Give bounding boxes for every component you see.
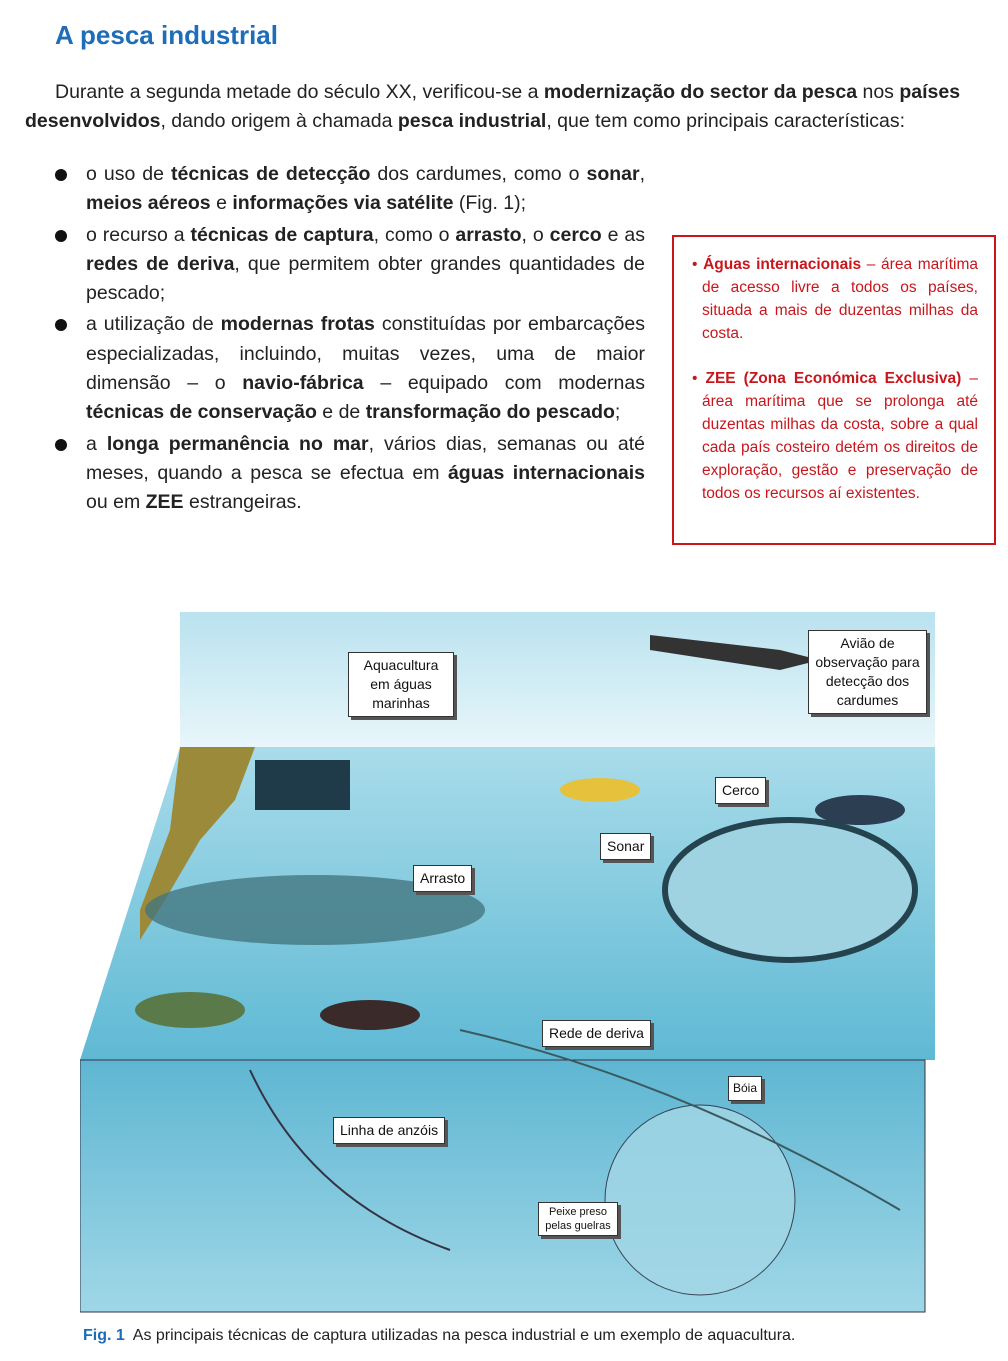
text-run: Durante a segunda metade do século XX, verificou-se a	[55, 81, 544, 103]
text-run: e	[210, 192, 233, 215]
list-item-text	[86, 224, 645, 305]
bold-term: modernização do sector da pesca	[543, 81, 858, 103]
underwater-section	[80, 1060, 925, 1312]
figure-number: Fig. 1	[83, 1327, 125, 1344]
text-run: e as	[601, 223, 645, 246]
list-item	[55, 310, 645, 427]
seine-ship	[815, 795, 905, 825]
text-run: •	[692, 256, 704, 273]
text-run: (Fig. 1);	[453, 192, 527, 215]
bold-term: informações via satélite	[232, 192, 454, 215]
text-run: , como o	[373, 223, 456, 246]
drift-net-detail	[605, 1105, 795, 1295]
label-rede-deriva: Rede de deriva	[542, 1020, 651, 1047]
page-title: A pesca industrial	[55, 20, 278, 50]
text-run: , dando origem à chamada	[160, 110, 398, 132]
characteristics-list	[55, 160, 645, 520]
bold-term: países desenvolvidos	[25, 81, 961, 132]
label-aviao: Avião de observação para detecção dos cardumes	[808, 630, 927, 714]
intro-paragraph	[25, 78, 1005, 136]
purse-seine-net	[665, 820, 915, 960]
text-run: , o	[521, 223, 550, 246]
label-peixe-preso: Peixe preso pelas guelras	[538, 1202, 618, 1236]
text-run: o recurso a	[86, 223, 191, 246]
fishing-illustration	[80, 610, 935, 1315]
factory-ship	[320, 1000, 420, 1030]
bold-term: técnicas de captura	[190, 223, 374, 246]
label-linha-anzois: Linha de anzóis	[333, 1117, 445, 1144]
bold-term: transformação do pescado	[365, 401, 615, 424]
bold-term: águas internacionais	[447, 461, 645, 484]
bold-term: técnicas de detecção	[171, 163, 371, 185]
bold-term: longa permanência no mar	[106, 432, 369, 455]
bold-term: Águas internacionais	[703, 256, 862, 273]
bold-term: pesca industrial	[397, 110, 547, 132]
aquaculture-cage	[255, 760, 350, 810]
text-run: , vários dias, semanas ou até meses, quando a pesca se efectua em	[86, 432, 645, 484]
bold-term: redes de deriva	[86, 252, 235, 275]
caption-text: As principais técnicas de captura utilizadas na pesca industrial e um exemplo de aquacultura.	[132, 1327, 796, 1344]
text-run: •	[692, 370, 706, 387]
label-cerco: Cerco	[715, 777, 766, 804]
text-run: o uso de	[86, 163, 172, 185]
label-aquacultura: Aquacultura em águas marinhas	[348, 652, 454, 717]
bullet-icon	[55, 230, 67, 242]
text-run: a	[86, 432, 107, 455]
label-arrasto: Arrasto	[413, 865, 472, 892]
bold-term: técnicas de conservação	[86, 401, 317, 424]
bold-term: ZEE	[145, 491, 184, 514]
list-item	[55, 160, 645, 219]
text-run: nos	[857, 81, 900, 103]
text-run: ,	[639, 163, 645, 185]
list-item-text	[86, 313, 645, 423]
text-run: , que permitem obter grandes quantidades de pescado;	[86, 252, 645, 305]
text-run: – área marítima que se prolonga até duzentas milhas da costa, sobre a qual cada país costeiro detém os direitos de exploração, gestão e preservação de todos os recursos aí existentes.	[702, 370, 979, 502]
bullet-icon	[55, 439, 67, 451]
list-item-text	[86, 163, 645, 214]
text-run: , que tem como principais características:	[546, 110, 906, 132]
bullet-icon	[55, 169, 67, 181]
text-run: – equipado com modernas	[363, 372, 645, 395]
glossary-item-aguas	[690, 253, 978, 345]
text-run: – área marítima de acesso livre a todos os países, situada a mais de duzentas milhas da costa.	[702, 256, 978, 342]
text-run: constituídas por embarcações especializadas, incluindo, muitas vezes, uma de maior dimensão – o	[86, 313, 645, 395]
glossary-item-zee	[690, 367, 978, 505]
text-run: estrangeiras.	[183, 491, 302, 514]
text-run: dos cardumes, como o	[370, 163, 587, 185]
text-run: ;	[614, 401, 621, 424]
bold-term: modernas frotas	[220, 313, 375, 336]
illustration-drawing	[80, 610, 935, 1315]
bold-term: arrasto	[455, 223, 522, 246]
list-item	[55, 221, 645, 309]
bullet-icon	[55, 319, 67, 331]
bold-term: ZEE (Zona Económica Exclusiva)	[705, 370, 962, 387]
figure-caption	[83, 1327, 795, 1345]
label-boia: Bóia	[728, 1076, 762, 1101]
list-item-text	[86, 433, 645, 514]
bold-term: sonar	[586, 163, 640, 185]
text-run: a utilização de	[86, 313, 221, 336]
sonar-ship	[560, 778, 640, 802]
bold-term: meios aéreos	[86, 192, 211, 215]
text-run: e de	[316, 401, 366, 424]
list-item	[55, 430, 645, 518]
glossary-box	[672, 235, 996, 545]
bold-term: navio-fábrica	[242, 372, 364, 395]
text-run: ou em	[86, 491, 146, 514]
label-sonar: Sonar	[600, 833, 651, 860]
bold-term: cerco	[549, 223, 602, 246]
longline-ship	[135, 992, 245, 1028]
